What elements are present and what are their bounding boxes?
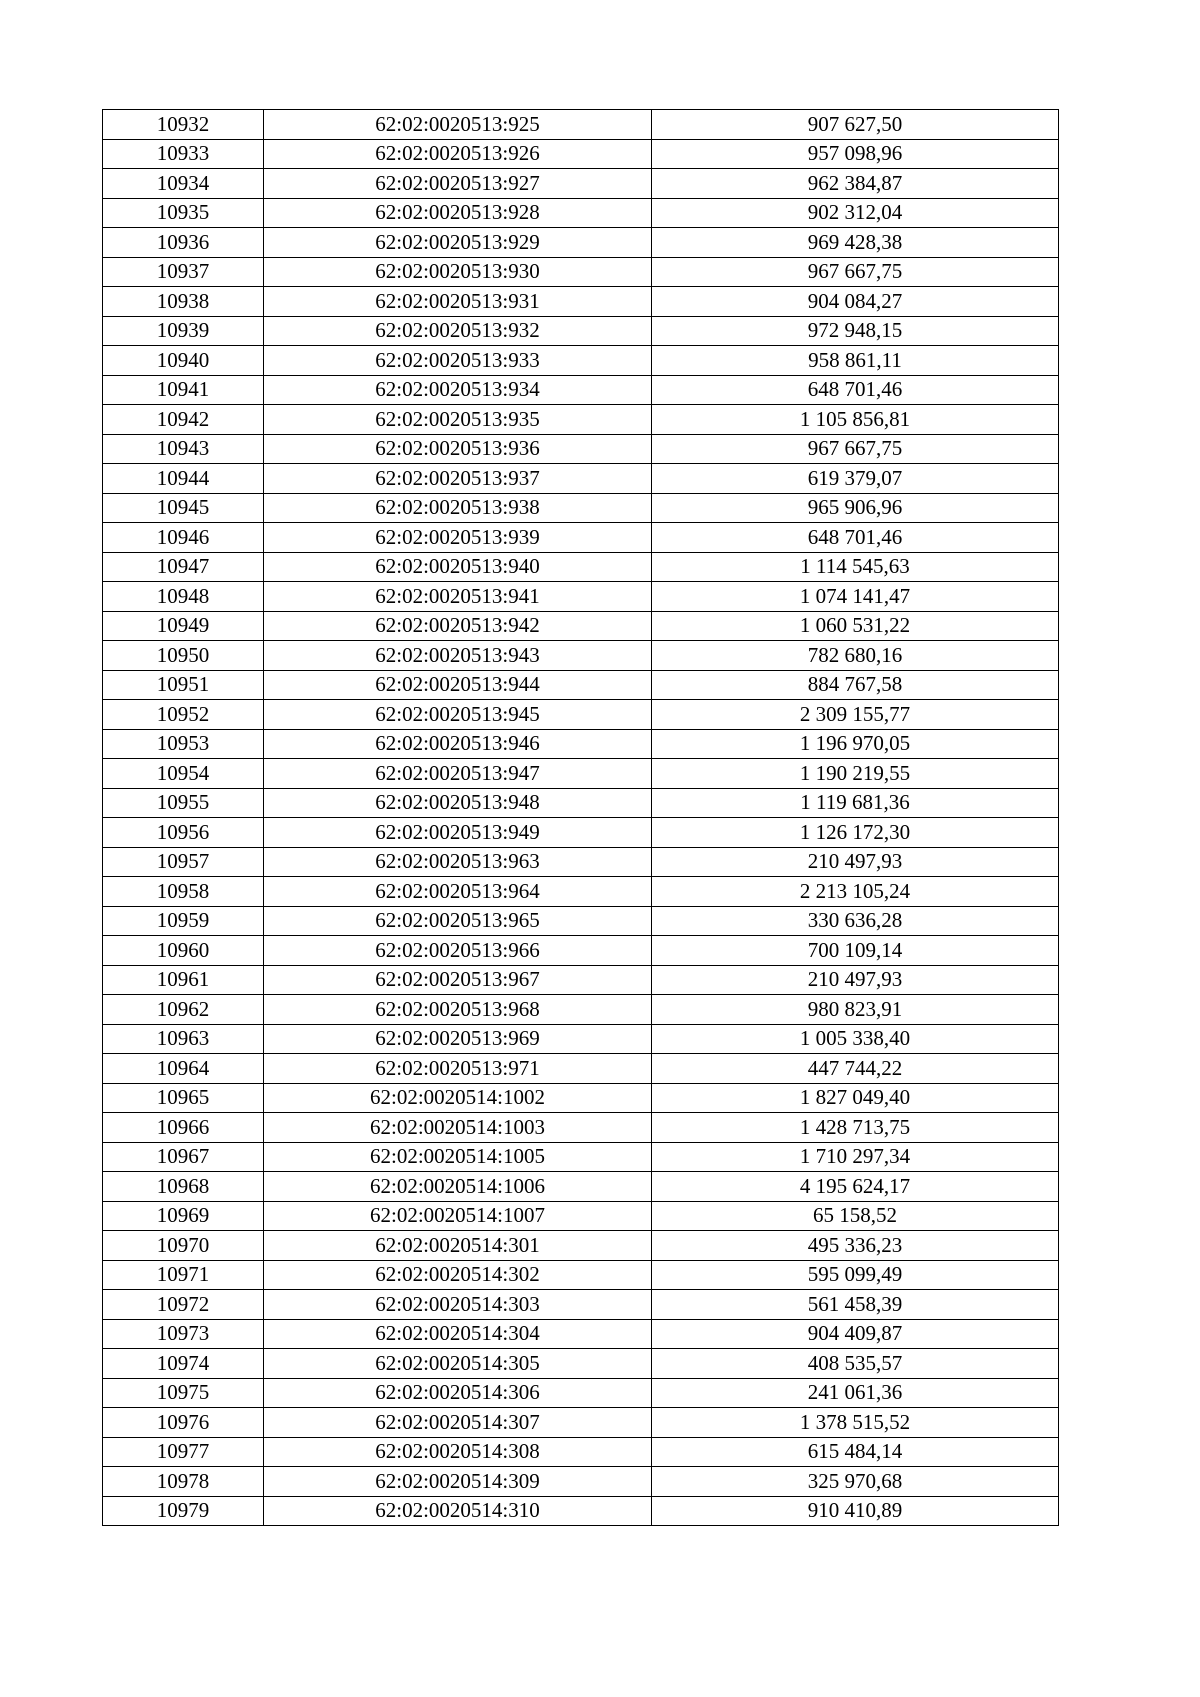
table-row bbox=[103, 110, 1059, 140]
row-number-cell: 10970 bbox=[103, 1231, 264, 1261]
cadastral-value-cell: 595 099,49 bbox=[652, 1260, 1059, 1290]
table-row bbox=[103, 346, 1059, 376]
cadastral-value-cell: 907 627,50 bbox=[652, 110, 1059, 140]
cadastral-number-cell: 62:02:0020513:965 bbox=[264, 906, 652, 936]
cadastral-number-cell: 62:02:0020514:1005 bbox=[264, 1142, 652, 1172]
cadastral-number-cell: 62:02:0020514:303 bbox=[264, 1290, 652, 1320]
cadastral-value-cell: 700 109,14 bbox=[652, 936, 1059, 966]
cadastral-number-cell: 62:02:0020513:940 bbox=[264, 552, 652, 582]
table-row bbox=[103, 936, 1059, 966]
cadastral-value-cell: 910 410,89 bbox=[652, 1496, 1059, 1526]
table-row bbox=[103, 375, 1059, 405]
table-row bbox=[103, 1083, 1059, 1113]
row-number-cell: 10959 bbox=[103, 906, 264, 936]
row-number-cell: 10976 bbox=[103, 1408, 264, 1438]
cadastral-value-cell: 1 190 219,55 bbox=[652, 759, 1059, 789]
row-number-cell: 10938 bbox=[103, 287, 264, 317]
cadastral-value-cell: 904 409,87 bbox=[652, 1319, 1059, 1349]
row-number-cell: 10968 bbox=[103, 1172, 264, 1202]
cadastral-value-cell: 65 158,52 bbox=[652, 1201, 1059, 1231]
table-row bbox=[103, 1113, 1059, 1143]
cadastral-value-cell: 782 680,16 bbox=[652, 641, 1059, 671]
cadastral-number-cell: 62:02:0020513:929 bbox=[264, 228, 652, 258]
cadastral-value-cell: 330 636,28 bbox=[652, 906, 1059, 936]
cadastral-value-cell: 967 667,75 bbox=[652, 434, 1059, 464]
row-number-cell: 10956 bbox=[103, 818, 264, 848]
cadastral-number-cell: 62:02:0020513:937 bbox=[264, 464, 652, 494]
cadastral-number-cell: 62:02:0020513:930 bbox=[264, 257, 652, 287]
row-number-cell: 10949 bbox=[103, 611, 264, 641]
cadastral-value-cell: 648 701,46 bbox=[652, 523, 1059, 553]
cadastral-value-cell: 902 312,04 bbox=[652, 198, 1059, 228]
cadastral-number-cell: 62:02:0020513:968 bbox=[264, 995, 652, 1025]
cadastral-number-cell: 62:02:0020514:310 bbox=[264, 1496, 652, 1526]
cadastral-number-cell: 62:02:0020513:925 bbox=[264, 110, 652, 140]
cadastral-number-cell: 62:02:0020513:943 bbox=[264, 641, 652, 671]
cadastral-number-cell: 62:02:0020513:949 bbox=[264, 818, 652, 848]
table-row bbox=[103, 788, 1059, 818]
table-row bbox=[103, 1024, 1059, 1054]
row-number-cell: 10944 bbox=[103, 464, 264, 494]
cadastral-value-cell: 1 105 856,81 bbox=[652, 405, 1059, 435]
table-row bbox=[103, 729, 1059, 759]
cadastral-value-table bbox=[102, 109, 1059, 1526]
cadastral-value-cell: 1 428 713,75 bbox=[652, 1113, 1059, 1143]
table-row bbox=[103, 611, 1059, 641]
table-row bbox=[103, 995, 1059, 1025]
cadastral-value-cell: 1 114 545,63 bbox=[652, 552, 1059, 582]
table-row bbox=[103, 1378, 1059, 1408]
table-row bbox=[103, 139, 1059, 169]
cadastral-value-cell: 1 196 970,05 bbox=[652, 729, 1059, 759]
cadastral-number-cell: 62:02:0020513:941 bbox=[264, 582, 652, 612]
table-row bbox=[103, 965, 1059, 995]
table-row bbox=[103, 1349, 1059, 1379]
table-row bbox=[103, 464, 1059, 494]
cadastral-number-cell: 62:02:0020513:946 bbox=[264, 729, 652, 759]
cadastral-value-cell: 561 458,39 bbox=[652, 1290, 1059, 1320]
cadastral-value-cell: 2 309 155,77 bbox=[652, 700, 1059, 730]
cadastral-number-cell: 62:02:0020513:928 bbox=[264, 198, 652, 228]
cadastral-value-cell: 1 005 338,40 bbox=[652, 1024, 1059, 1054]
table-row bbox=[103, 198, 1059, 228]
row-number-cell: 10935 bbox=[103, 198, 264, 228]
table-row bbox=[103, 641, 1059, 671]
cadastral-number-cell: 62:02:0020513:934 bbox=[264, 375, 652, 405]
cadastral-number-cell: 62:02:0020513:944 bbox=[264, 670, 652, 700]
cadastral-value-cell: 447 744,22 bbox=[652, 1054, 1059, 1084]
table-row bbox=[103, 1496, 1059, 1526]
cadastral-value-cell: 1 378 515,52 bbox=[652, 1408, 1059, 1438]
table-row bbox=[103, 759, 1059, 789]
cadastral-number-cell: 62:02:0020513:966 bbox=[264, 936, 652, 966]
row-number-cell: 10933 bbox=[103, 139, 264, 169]
table-row bbox=[103, 434, 1059, 464]
row-number-cell: 10960 bbox=[103, 936, 264, 966]
cadastral-value-cell: 210 497,93 bbox=[652, 965, 1059, 995]
row-number-cell: 10936 bbox=[103, 228, 264, 258]
cadastral-number-cell: 62:02:0020513:932 bbox=[264, 316, 652, 346]
table-row bbox=[103, 1142, 1059, 1172]
table-row bbox=[103, 818, 1059, 848]
cadastral-number-cell: 62:02:0020513:964 bbox=[264, 877, 652, 907]
cadastral-number-cell: 62:02:0020513:933 bbox=[264, 346, 652, 376]
cadastral-value-cell: 2 213 105,24 bbox=[652, 877, 1059, 907]
cadastral-number-cell: 62:02:0020513:936 bbox=[264, 434, 652, 464]
cadastral-number-cell: 62:02:0020513:947 bbox=[264, 759, 652, 789]
cadastral-number-cell: 62:02:0020514:306 bbox=[264, 1378, 652, 1408]
row-number-cell: 10940 bbox=[103, 346, 264, 376]
cadastral-value-cell: 957 098,96 bbox=[652, 139, 1059, 169]
cadastral-number-cell: 62:02:0020513:971 bbox=[264, 1054, 652, 1084]
table-row bbox=[103, 257, 1059, 287]
table-row bbox=[103, 228, 1059, 258]
cadastral-number-cell: 62:02:0020513:939 bbox=[264, 523, 652, 553]
table-row bbox=[103, 316, 1059, 346]
table-row bbox=[103, 169, 1059, 199]
cadastral-value-cell: 1 710 297,34 bbox=[652, 1142, 1059, 1172]
cadastral-value-cell: 619 379,07 bbox=[652, 464, 1059, 494]
row-number-cell: 10951 bbox=[103, 670, 264, 700]
table-row bbox=[103, 1172, 1059, 1202]
row-number-cell: 10954 bbox=[103, 759, 264, 789]
cadastral-number-cell: 62:02:0020513:948 bbox=[264, 788, 652, 818]
table-row bbox=[103, 493, 1059, 523]
cadastral-number-cell: 62:02:0020514:307 bbox=[264, 1408, 652, 1438]
cadastral-number-cell: 62:02:0020513:967 bbox=[264, 965, 652, 995]
table-row bbox=[103, 523, 1059, 553]
cadastral-number-cell: 62:02:0020514:1002 bbox=[264, 1083, 652, 1113]
row-number-cell: 10966 bbox=[103, 1113, 264, 1143]
row-number-cell: 10948 bbox=[103, 582, 264, 612]
table-row bbox=[103, 700, 1059, 730]
cadastral-number-cell: 62:02:0020513:969 bbox=[264, 1024, 652, 1054]
cadastral-value-cell: 958 861,11 bbox=[652, 346, 1059, 376]
table-row bbox=[103, 670, 1059, 700]
cadastral-value-cell: 241 061,36 bbox=[652, 1378, 1059, 1408]
cadastral-value-cell: 210 497,93 bbox=[652, 847, 1059, 877]
cadastral-number-cell: 62:02:0020514:302 bbox=[264, 1260, 652, 1290]
cadastral-value-cell: 965 906,96 bbox=[652, 493, 1059, 523]
cadastral-number-cell: 62:02:0020514:1003 bbox=[264, 1113, 652, 1143]
row-number-cell: 10946 bbox=[103, 523, 264, 553]
cadastral-value-cell: 408 535,57 bbox=[652, 1349, 1059, 1379]
cadastral-number-cell: 62:02:0020513:935 bbox=[264, 405, 652, 435]
table-row bbox=[103, 287, 1059, 317]
cadastral-value-cell: 904 084,27 bbox=[652, 287, 1059, 317]
cadastral-number-cell: 62:02:0020514:304 bbox=[264, 1319, 652, 1349]
cadastral-value-cell: 1 060 531,22 bbox=[652, 611, 1059, 641]
cadastral-number-cell: 62:02:0020514:305 bbox=[264, 1349, 652, 1379]
table-row bbox=[103, 877, 1059, 907]
cadastral-value-cell: 884 767,58 bbox=[652, 670, 1059, 700]
cadastral-number-cell: 62:02:0020514:309 bbox=[264, 1467, 652, 1497]
table-row bbox=[103, 1231, 1059, 1261]
row-number-cell: 10973 bbox=[103, 1319, 264, 1349]
row-number-cell: 10958 bbox=[103, 877, 264, 907]
cadastral-number-cell: 62:02:0020514:301 bbox=[264, 1231, 652, 1261]
row-number-cell: 10971 bbox=[103, 1260, 264, 1290]
cadastral-value-cell: 325 970,68 bbox=[652, 1467, 1059, 1497]
cadastral-number-cell: 62:02:0020513:938 bbox=[264, 493, 652, 523]
table-row bbox=[103, 1319, 1059, 1349]
row-number-cell: 10975 bbox=[103, 1378, 264, 1408]
row-number-cell: 10978 bbox=[103, 1467, 264, 1497]
table-row bbox=[103, 1201, 1059, 1231]
row-number-cell: 10943 bbox=[103, 434, 264, 464]
cadastral-number-cell: 62:02:0020513:926 bbox=[264, 139, 652, 169]
cadastral-value-cell: 495 336,23 bbox=[652, 1231, 1059, 1261]
row-number-cell: 10953 bbox=[103, 729, 264, 759]
table-body bbox=[103, 110, 1059, 1526]
row-number-cell: 10977 bbox=[103, 1437, 264, 1467]
row-number-cell: 10961 bbox=[103, 965, 264, 995]
row-number-cell: 10939 bbox=[103, 316, 264, 346]
row-number-cell: 10964 bbox=[103, 1054, 264, 1084]
cadastral-value-cell: 648 701,46 bbox=[652, 375, 1059, 405]
row-number-cell: 10941 bbox=[103, 375, 264, 405]
cadastral-number-cell: 62:02:0020514:308 bbox=[264, 1437, 652, 1467]
cadastral-number-cell: 62:02:0020513:931 bbox=[264, 287, 652, 317]
cadastral-number-cell: 62:02:0020513:942 bbox=[264, 611, 652, 641]
cadastral-value-cell: 962 384,87 bbox=[652, 169, 1059, 199]
cadastral-value-cell: 1 119 681,36 bbox=[652, 788, 1059, 818]
row-number-cell: 10963 bbox=[103, 1024, 264, 1054]
cadastral-value-cell: 972 948,15 bbox=[652, 316, 1059, 346]
row-number-cell: 10965 bbox=[103, 1083, 264, 1113]
row-number-cell: 10937 bbox=[103, 257, 264, 287]
row-number-cell: 10945 bbox=[103, 493, 264, 523]
cadastral-value-cell: 4 195 624,17 bbox=[652, 1172, 1059, 1202]
cadastral-value-cell: 1 827 049,40 bbox=[652, 1083, 1059, 1113]
cadastral-value-cell: 967 667,75 bbox=[652, 257, 1059, 287]
table-row bbox=[103, 1437, 1059, 1467]
table-row bbox=[103, 582, 1059, 612]
table-row bbox=[103, 405, 1059, 435]
row-number-cell: 10952 bbox=[103, 700, 264, 730]
table-row bbox=[103, 1290, 1059, 1320]
cadastral-value-cell: 1 126 172,30 bbox=[652, 818, 1059, 848]
row-number-cell: 10932 bbox=[103, 110, 264, 140]
row-number-cell: 10934 bbox=[103, 169, 264, 199]
row-number-cell: 10967 bbox=[103, 1142, 264, 1172]
row-number-cell: 10955 bbox=[103, 788, 264, 818]
table-row bbox=[103, 552, 1059, 582]
row-number-cell: 10962 bbox=[103, 995, 264, 1025]
table-row bbox=[103, 1467, 1059, 1497]
table-row bbox=[103, 906, 1059, 936]
cadastral-number-cell: 62:02:0020513:963 bbox=[264, 847, 652, 877]
cadastral-value-cell: 1 074 141,47 bbox=[652, 582, 1059, 612]
cadastral-value-cell: 615 484,14 bbox=[652, 1437, 1059, 1467]
row-number-cell: 10947 bbox=[103, 552, 264, 582]
cadastral-value-cell: 969 428,38 bbox=[652, 228, 1059, 258]
row-number-cell: 10972 bbox=[103, 1290, 264, 1320]
row-number-cell: 10957 bbox=[103, 847, 264, 877]
cadastral-value-cell: 980 823,91 bbox=[652, 995, 1059, 1025]
table-row bbox=[103, 1408, 1059, 1438]
table-row bbox=[103, 1260, 1059, 1290]
row-number-cell: 10969 bbox=[103, 1201, 264, 1231]
row-number-cell: 10974 bbox=[103, 1349, 264, 1379]
cadastral-number-cell: 62:02:0020514:1006 bbox=[264, 1172, 652, 1202]
cadastral-number-cell: 62:02:0020514:1007 bbox=[264, 1201, 652, 1231]
cadastral-number-cell: 62:02:0020513:945 bbox=[264, 700, 652, 730]
table-row bbox=[103, 847, 1059, 877]
table-row bbox=[103, 1054, 1059, 1084]
cadastral-number-cell: 62:02:0020513:927 bbox=[264, 169, 652, 199]
row-number-cell: 10950 bbox=[103, 641, 264, 671]
row-number-cell: 10979 bbox=[103, 1496, 264, 1526]
row-number-cell: 10942 bbox=[103, 405, 264, 435]
